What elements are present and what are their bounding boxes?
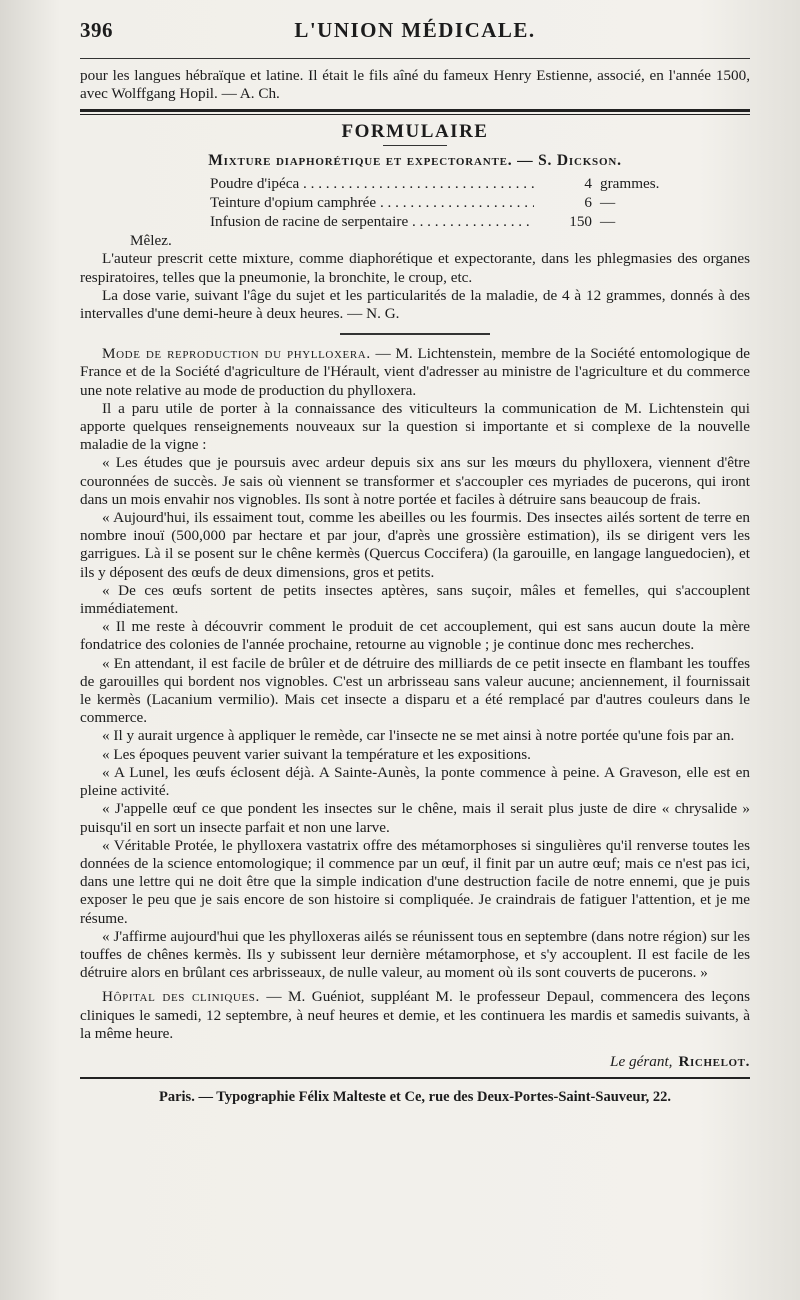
ingredient-row [210,174,680,193]
phylloxera-paragraph: « Aujourd'hui, ils essaiment tout, comme les abeilles ou les fourmis. Des insectes ailés sortent de terre en nombre inouï (500,000 par hectare et par jour, d'après une grossière estimation), ils se dirigent vers les garrigues. Là il se posent sur le chêne kermès (Quercus Coccifera) (la garouille, en langage languedocien), et ils y déposent des œufs de deux dimensions, gros et petits. [80,509,750,581]
signature-role: Le gérant, [610,1052,673,1070]
intro-paragraph: pour les langues hébraïque et latine. Il était le fils aîné du fameux Henry Estienne, associé, en l'année 1500, avec Wolffgang Hopil. — A. Ch. [80,67,750,103]
heading-underline [383,145,447,146]
ingredient-name: Infusion de racine de serpentaire . . . [210,212,534,231]
phylloxera-paragraph: « Il y aurait urgence à appliquer le remède, car l'insecte ne se met ainsi à notre portée qu'une fois par an. [102,727,735,745]
formula-paragraph: L'auteur prescrit cette mixture, comme diaphorétique et expectorante, dans les phlegmasies des organes respiratoires, telles que la pneumonie, la bronchite, le croup, etc. [80,250,750,286]
phylloxera-label: Mode de reproduction du phylloxera. [102,345,371,363]
phylloxera-lead [80,345,750,400]
phylloxera-paragraph: « J'affirme aujourd'hui que les phylloxeras ailés se réunissent tous en septembre (dans notre région) sur les touffes de chênes kermès. Ils y subissent leur dernière métamorphose, et s'y accouplent. Il est facile de les détruire alors en brûlant ces arbrisseaux, de nulle valeur, au moment où ils sont couverts de pucerons. » [80,927,750,982]
ingredient-name: Teinture d'opium camphrée . . . [210,193,534,212]
header-rule [80,58,750,59]
journal-title: L'UNION MÉDICALE. [294,18,536,42]
ingredient-qty: 150 [569,213,592,231]
page-number: 396 [80,18,113,42]
formula-paragraph: La dose varie, suivant l'âge du sujet et les particularités de la maladie, de 4 à 12 grammes, donnés à des intervalles d'une demi-heure à deux heures. — N. G. [80,286,750,323]
ingredient-unit: grammes. [600,175,660,193]
signature [80,1053,750,1071]
phylloxera-paragraph: Il a paru utile de porter à la connaissance des viticulteurs la communication de M. Lichtenstein qui apporte quelques renseignements nouveaux sur la question si importante et si complexe de la nouvelle maladie de la vigne : [80,399,750,454]
ingredient-unit: — [600,194,616,212]
phylloxera-paragraph: « J'appelle œuf ce que pondent les insectes sur le chêne, mais il serait plus juste de dire « chrysalide » puisqu'il en sort un insecte parfait et non une larve. [80,800,750,836]
section-divider [80,109,750,115]
section-separator [340,333,490,335]
hopital-text: — M. Guéniot, suppléant M. le professeur Depaul, commencera des leçons cliniques le samedi, 12 septembre, à neuf heures et demie, et les continuera les mardis et samedis suivants, à la même heure. [80,988,751,1042]
phylloxera-paragraph: « En attendant, il est facile de brûler et de détruire des milliards de ce petit insecte en flambant les touffes de garouilles qui bordent nos vignobles. C'est un arbrisseau sans valeur aucune; anciennement, il fournissait le kermès (Lacanium vermilio). Mais cet insecte a disparu et a été remplacé par d'autres couleurs dans le commerce. [80,654,750,727]
phylloxera-paragraph: « Les études que je poursuis avec ardeur depuis six ans sur les mœurs du phylloxera, viennent d'être couronnées de succès. Je sais où viennent se transformer et s'accoupler ces myriades de pucerons, qui iront dans un mois envahir nos vignobles. Ils sont à notre portée et faciles à détruire sans beaucoup de frais. [80,454,750,508]
printer-imprint: Paris. — Typographie Félix Malteste et Ce, rue des Deux-Portes-Saint-Sauveur, 22. [158,1088,671,1105]
hopital-label: Hôpital des cliniques. [102,988,260,1006]
page-header [80,18,750,52]
signature-name: Richelot. [678,1052,750,1070]
ingredient-qty: 6 [584,194,592,212]
phylloxera-lead-text: — M. Lichtenstein, membre de la Société entomologique de France et de la Société d'agriculture de l'Hérault, vient d'adresser au ministre de l'agriculture et du commerce une note relative au mode de production du phylloxera. [80,345,750,399]
phylloxera-paragraph: « Véritable Protée, le phylloxera vastatrix offre des métamorphoses si singulières qu'il renverse toutes les données de la science entomologique; il commence par un œuf, il finit par un autre œuf; mais ce n'est pas ici, dans une lettre qui ne doit être que la simple indication d'une destruction facile de notre ennemi, que je puis exposer le peu que je sais encore de son histoire si compliquée. Je craindrais de fatiguer l'attention, et je me résume. [80,836,750,927]
melez-instruction: Mêlez. [130,232,172,250]
ingredient-row [210,212,680,231]
ingredient-name: Poudre d'ipéca . . . [210,174,534,193]
formulaire-heading: FORMULAIRE [341,121,489,143]
recipe-title: Mixture diaphorétique et expectorante. — S. Dickson. [208,152,622,170]
ingredient-row [210,193,680,212]
phylloxera-paragraph: « Il me reste à découvrir comment le produit de cet accouplement, qui est sans aucun doute la mère fondatrice des colonies de l'année prochaine, retourne au vignoble ; je continue donc mes recherches. [80,618,750,654]
ingredient-qty: 4 [584,175,592,193]
hopital-paragraph [80,988,750,1043]
ingredient-unit: — [600,213,616,231]
phylloxera-paragraph: « A Lunel, les œufs éclosent déjà. A Sainte-Aunès, la ponte commence à peine. A Graveson, elle est en pleine activité. [80,763,750,800]
footer-rule [80,1077,750,1079]
ingredient-list [210,174,680,231]
phylloxera-paragraph: « Les époques peuvent varier suivant la température et les expositions. [102,745,531,763]
phylloxera-paragraph: « De ces œufs sortent de petits insectes aptères, sans suçoir, mâles et femelles, qui s'accouplent immédiatement. [80,581,750,618]
